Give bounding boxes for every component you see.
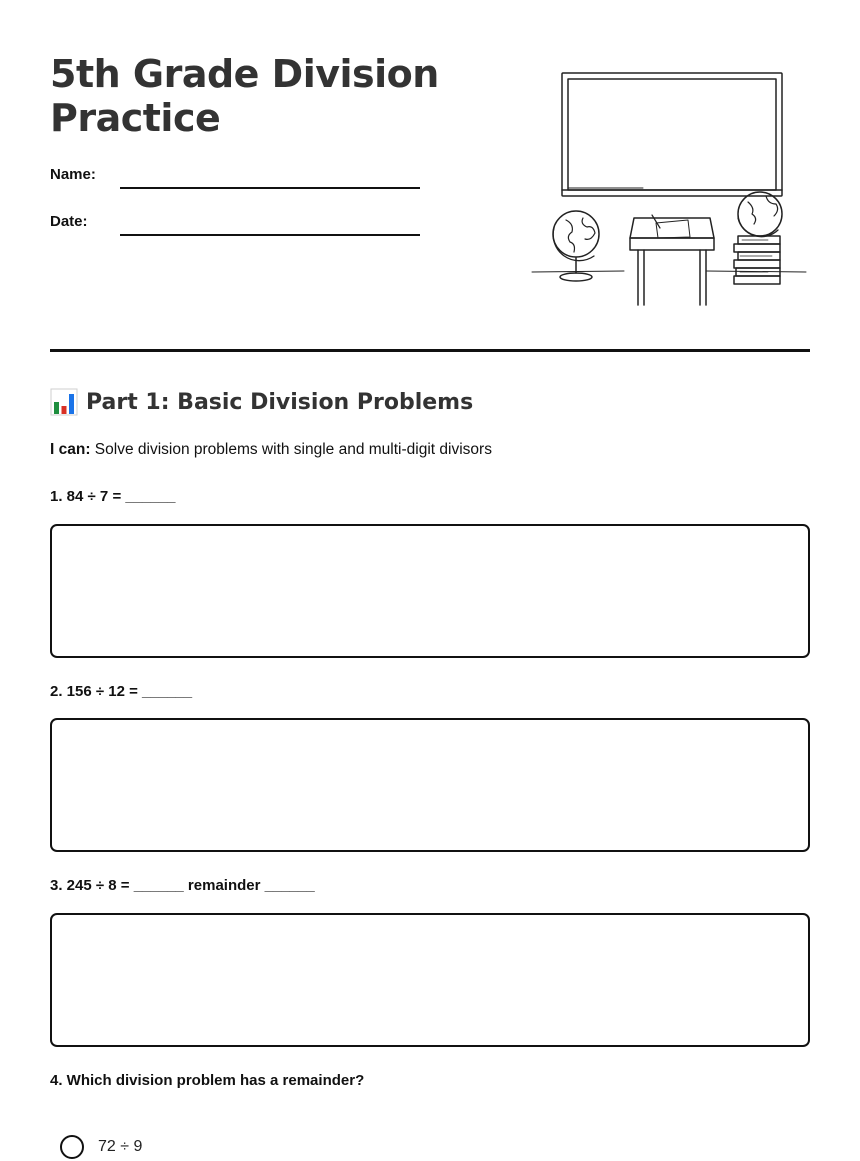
question-4: 4. Which division problem has a remainder?	[50, 1072, 365, 1089]
chalkboard-icon	[562, 73, 782, 196]
option-1[interactable]	[60, 1135, 142, 1159]
i-can-label: I can:	[50, 441, 91, 458]
date-field[interactable]	[120, 234, 420, 236]
section-divider	[50, 349, 810, 352]
question-3: 3. 245 ÷ 8 = ______ remainder ______	[50, 877, 315, 894]
section-heading	[50, 388, 473, 416]
globe-icon	[553, 211, 599, 281]
desk-icon	[630, 215, 714, 305]
books-globe-icon	[734, 192, 782, 284]
name-field[interactable]	[120, 187, 420, 189]
page-title: 5th Grade Division Practice	[50, 52, 439, 140]
question-2: 2. 156 ÷ 12 = ______	[50, 683, 193, 700]
bar-chart-icon	[50, 388, 78, 416]
answer-box-3[interactable]	[50, 913, 810, 1047]
i-can-text: Solve division problems with single and multi-digit divisors	[94, 441, 492, 458]
radio-button[interactable]	[60, 1135, 84, 1159]
answer-box-2[interactable]	[50, 718, 810, 852]
classroom-illustration	[528, 68, 810, 313]
i-can-statement	[50, 441, 492, 459]
name-label: Name:	[50, 166, 96, 183]
date-label: Date:	[50, 213, 88, 230]
answer-box-1[interactable]	[50, 524, 810, 658]
option-label: 72 ÷ 9	[98, 1138, 143, 1155]
section-heading-text: Part 1: Basic Division Problems	[86, 389, 474, 415]
question-1: 1. 84 ÷ 7 = ______	[50, 488, 176, 505]
